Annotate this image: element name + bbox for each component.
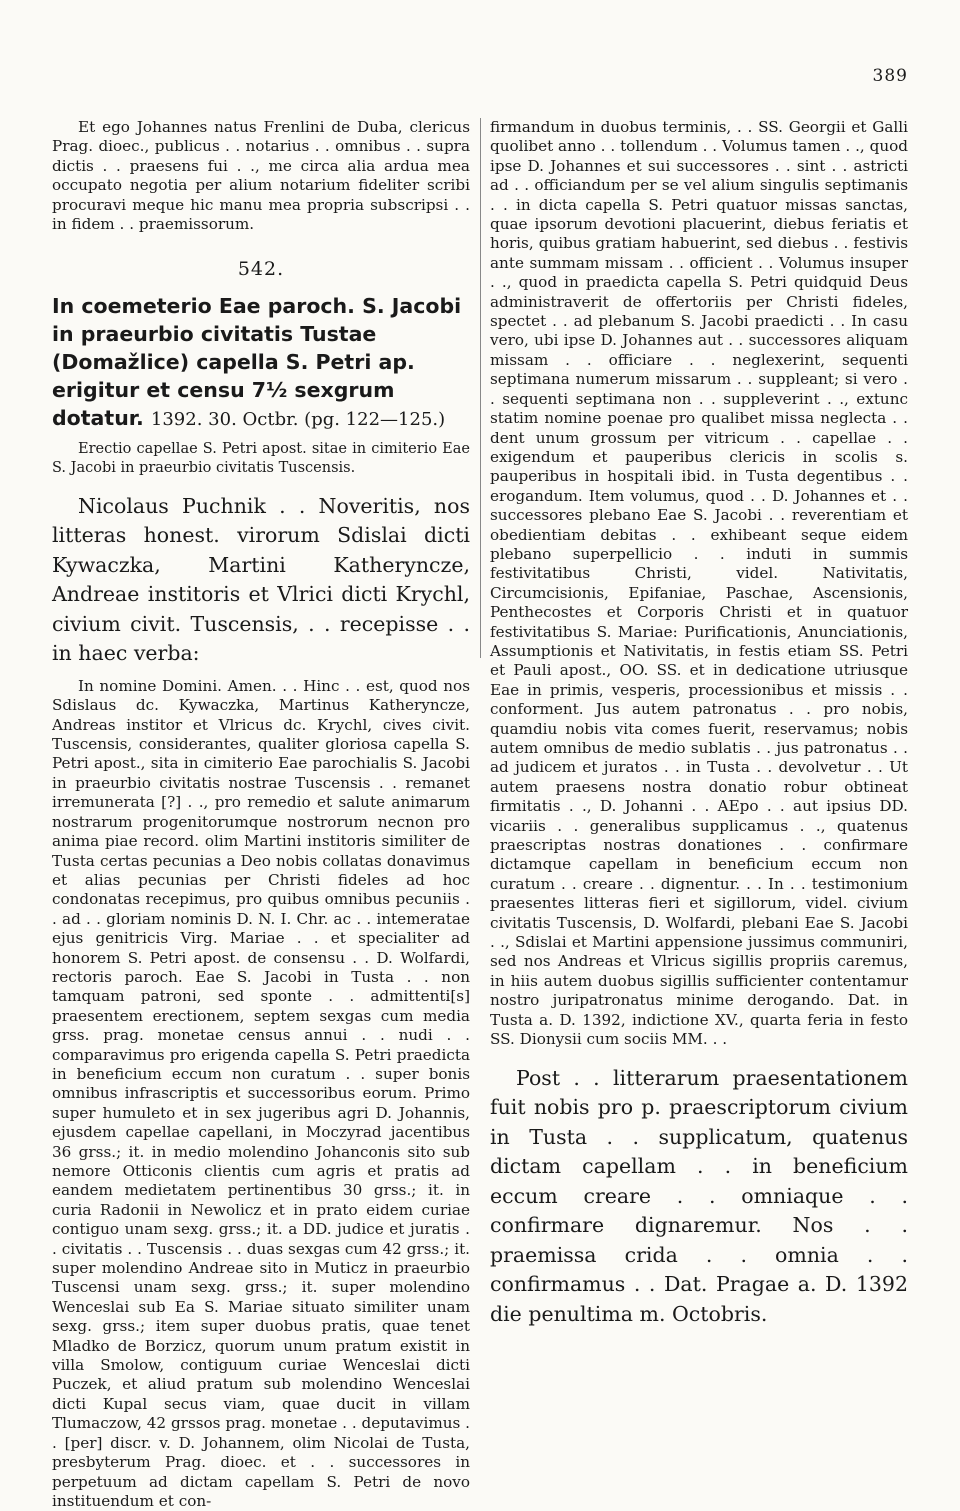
closing-paragraph: Post . . litterarum praesentationem fuit nobis pro p. praescriptorum civium in Tusta . . supplicatum, quatenus dictam capellam . . in beneficium eccum creare . . omniaque . . confirmare dignaremur. Nos . . praemissa crida . . omnia . . confirmamus . . Dat. Pragae a. D. 1392 die penultima m. Octobris. [490, 1065, 908, 1326]
heading-main: In coemeterio Eae paroch. S. Jacobi in praeurbio civitatis Tustae (Domažlice) capella S. Petri ap. erigitur et censu 7½ sexgrum dotatur. [52, 293, 462, 430]
left-column [52, 118, 470, 1511]
intro-paragraph: Nicolaus Puchnik . . Noveritis, nos litteras honest. virorum Sdislai dicti Kywaczka, Martini Katheryncze, Andreae institoris et Vlrici dicti Krychl, civium civit. Tuscensis, . . recepisse . . in haec verba: [52, 493, 470, 666]
opening-paragraph: Et ego Johannes natus Frenlini de Duba, clericus Prag. dioec., publicus . . notarius . . omnibus . . supra dictis . . praesens fui . ., me circa alia ardua mea occupato negotia per alium notarium fideliter scribi procuravi meque hic manu mea propria subscripsi . . in fidem . . praemissorum. [52, 118, 470, 234]
page-number: 389 [872, 66, 908, 86]
document-heading [52, 292, 470, 434]
heading-date: 1392. 30. Octbr. (pg. 122—125.) [150, 408, 446, 430]
document-number: 542. [237, 258, 285, 281]
charter-continued: firmandum in duobus terminis, . . SS. Georgii et Galli quolibet anno . . tollendum . . Volumus tamen . ., quod ipse D. Johannes et sui successores . . sint . . astricti ad . . officiandum per se vel alium singulis septimanis . . in dicta capella S. Petri quatuor missas sanctas, quae ipsorum devotioni placuerint, diebus feriatis et horis, quibus gratiam habuerint, sed diebus . . festivis ante summam missam . . officient . . Volumus insuper . ., quod in praedicta capella S. Petri quidquid Deus administraverit de offertoriis per Christi fideles, spectet . . ad plebanum S. Jacobi praedicti . . In casu vero, ubi ipse D. Johannes aut . . successores aliquam missam . . officiare . . neglexerint, sequenti septimana numerum missarum . . suppleant; si vero . . sequenti septimana non . . suppleverint . ., extunc statim nomine poenae pro qualibet missa neglecta . . dent unum grossum per vitricum . . capellae . . exigendum et pauperibus clericis in scolis s. pauperibus in hospitali ibid. in Tusta degentibus . . erogandum. Item volumus, quod . . D. Johannes et . . successores plebano Eae S. Jacobi . . reverentiam et obedientiam debitas . . exhibeant seque eidem plebano superpellicio . . induti in summis festivitatibus Christi, videl. Nativitatis, Circumcisionis, Epifaniae, Paschae, Ascensionis, Penthecostes et Corporis Christi et in quatuor festivitatibus S. Mariae: Purificationis, Anunciationis, Assumptionis et Nativitatis, in festis etiam SS. Petri et Pauli apost., OO. SS. et in dedicatione utriusque Eae in primis, vesperis, processionibus et missis . . conforment. Jus autem patronatus . . pro nobis, quamdiu nobis vita comes fuerit, reservamus; nobis autem omnibus de medio sublatis . . jus patronatus . . ad judicem et juratos . . in Tusta . . devolvetur . . Ut autem praesens nostra donatio robur obtineat firmitatis . ., D. Johanni . . AEpo . . aut ipsius DD. vicariis . . generalibus supplicamus . ., quatenus praescriptas nostras donationes . . confirmare dictamque capellam in beneficium eccum non curatum . . creare . . dignentur. . . In . . testimonium praesentes litteras fieri et sigillorum, videl. civium civitatis Tuscensis, D. Wolfardi, plebani Eae S. Jacobi . ., Sdislai et Martini appensione jussimus communiri, sed nos Andreas et Vlricus sigillis propriis caremus, in hiis autem duobus sigillis sufficienter contentamur nostro juripatronatus minime derogando. Dat. in Tusta a. D. 1392, indictione XV., quarta feria in festo SS. Dionysii cum sociis MM. . . [490, 118, 908, 1049]
charter-text: In nomine Domini. Amen. . . Hinc . . est, quod nos Sdislaus dc. Kywaczka, Martinus Katheryncze, Andreas institor et Vlricus dc. Krychl, cives civit. Tuscensis, considerantes, qualiter gloriosa capella S. Petri apost., sita in cimiterio Eae parochialis S. Jacobi in praeurbio civitatis nostrae Tuscensis . . remanet irremunerata [?] . ., pro remedio et salute animarum nostrarum progenitorumque nostrorum necnon pro anima piae record. olim Martini institoris similiter de Tusta certas pecunias a Deo nobis collatas donavimus et alias pecunias per Christi fideles ad hoc condonatas recepimus, pro quibus omnibus pecuniis . . ad . . gloriam nominis D. N. I. Chr. ac . . intemeratae ejus genitricis Virg. Mariae . . et specialiter ad honorem S. Petri apost. de consensu . . D. Wolfardi, rectoris paroch. Eae S. Jacobi in Tusta . . non tamquam patroni, sed sponte . . admittenti[s] praesentem erectionem, septem sexgas cum media grss. prag. monetae census annui . . nudi . . comparavimus pro erigenda capella S. Petri praedicta in beneficium eccum non curatum . . super bonis omnibus infrascriptis et successoribus eorum. Primo super humuleto et in sex jugeribus agri D. Johannis, ejusdem capellae capellani, in Moczyrad jacentibus 36 grss.; it. in medio molendino Johanconis sito sub nemore Otticonis clientis cum agris et pratis ad eandem medietatem pertinentibus 30 grss.; it. in curia Radonii in Newolicz et in prato eidem curiae contiguo unam sexg. grss.; it. a DD. judice et juratis . . civitatis . . Tuscensis . . duas sexgas cum 42 grss.; it. super molendino Andreae sito in Muticz in praeurbio Tuscensi unam sexg. grss.; it. super molendino Wenceslai sub Ea S. Mariae situato similiter unam sexg. grss.; item super duobus pratis, quae tenet Mladko de Borzicz, quorum unum pratum existit in villa Smolow, contiguum curiae Wenceslai dicti Puczek, et aliud pratum sub molendino Wenceslai dicti Kupal secus viam, quae ducit in villam Tlumaczow, 42 grssos prag. monetae . . deputavimus . . [per] discr. v. D. Johannem, olim Nicolai de Tusta, presbyterum Prag. dioec. et . . successores in perpetuum ad dictam capellam S. Petri de novo instituendum et con- [52, 676, 470, 1510]
column-divider [480, 118, 481, 658]
right-column [490, 118, 908, 1329]
document-summary: Erectio capellae S. Petri apost. sitae in cimiterio Eae S. Jacobi in praeurbio civitatis Tuscensis. [52, 440, 470, 476]
